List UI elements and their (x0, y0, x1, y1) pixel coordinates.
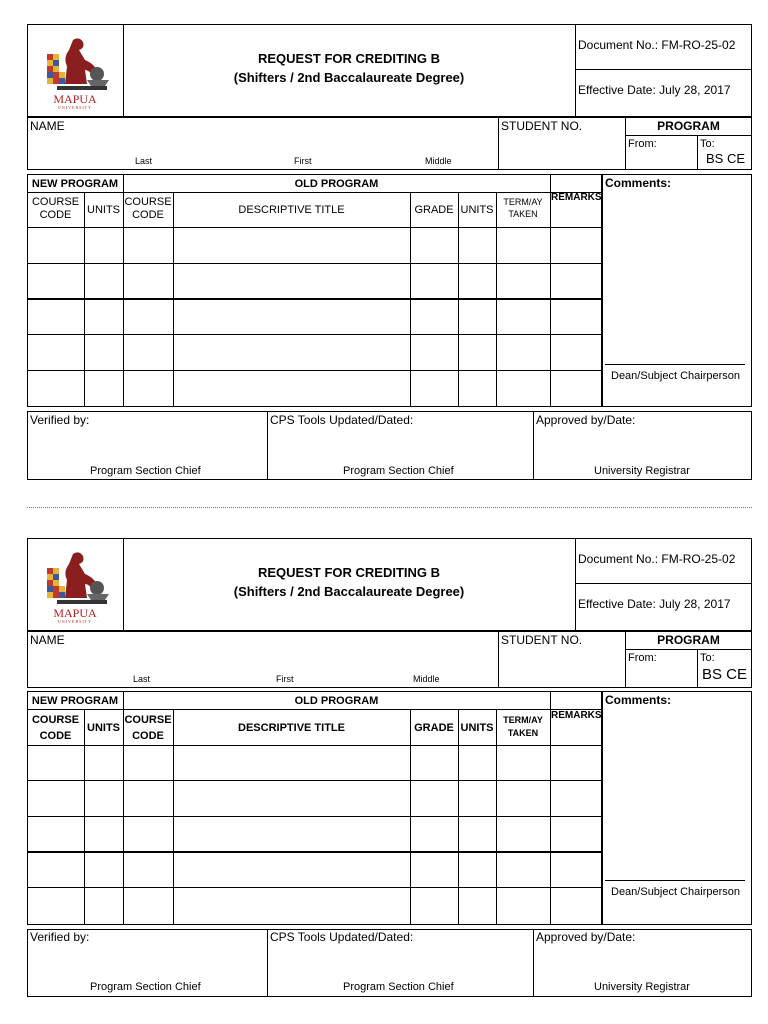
old-course-header: COURSE (124, 196, 172, 208)
old-units-header: UNITS (460, 204, 494, 216)
approved-by-label: Approved by/Date: (536, 930, 636, 944)
new-units-header: UNITS (87, 204, 120, 216)
chairperson-label: Dean/Subject Chairperson (611, 370, 741, 382)
to-program-value: BS CE (706, 151, 746, 166)
new-units-header: UNITS (87, 722, 120, 734)
descriptive-title-header: DESCRIPTIVE TITLE (238, 204, 345, 216)
svg-text:UNIVERSITY: UNIVERSITY (58, 619, 92, 624)
middle-name-label: Middle (425, 156, 452, 166)
old-code-header: CODE (132, 730, 164, 742)
old-program-header: OLD PROGRAM (294, 695, 379, 707)
chairperson-label: Dean/Subject Chairperson (611, 886, 741, 898)
effective-date: Effective Date: July 28, 2017 (578, 597, 731, 611)
form-title: REQUEST FOR CREDITING B (257, 51, 440, 66)
from-label: From: (628, 652, 657, 664)
approved-signatory: University Registrar (594, 981, 690, 993)
to-label: To: (700, 138, 715, 150)
mapua-seal-logo (29, 28, 121, 112)
svg-text:MAPUA: MAPUA (53, 606, 97, 620)
grade-header: GRADE (414, 204, 454, 216)
cps-signatory: Program Section Chief (343, 981, 454, 993)
taken-header: TAKEN (507, 728, 539, 738)
cut-line (27, 507, 752, 508)
taken-header: TAKEN (508, 209, 538, 219)
last-name-label: Last (133, 674, 151, 684)
new-program-header: NEW PROGRAM (31, 178, 119, 190)
document-number: Document No.: FM-RO-25-02 (578, 38, 736, 52)
new-code-header: CODE (39, 730, 72, 742)
from-label: From: (628, 138, 657, 150)
remarks-header: REMARKS (551, 710, 602, 721)
last-name-label: Last (135, 156, 153, 166)
middle-name-label: Middle (413, 674, 440, 684)
to-label: To: (700, 652, 715, 664)
student-no-label: STUDENT NO. (501, 633, 583, 647)
verified-by-label: Verified by: (30, 413, 90, 427)
cps-tools-label: CPS Tools Updated/Dated: (270, 930, 414, 944)
remarks-header: REMARKS (551, 192, 602, 203)
old-units-header: UNITS (460, 722, 494, 734)
old-program-header: OLD PROGRAM (294, 178, 379, 190)
comments-label: Comments: (605, 693, 672, 707)
verified-signatory: Program Section Chief (90, 465, 201, 477)
new-course-header: COURSE (31, 714, 80, 726)
student-no-label: STUDENT NO. (501, 119, 583, 133)
approved-by-label: Approved by/Date: (536, 413, 636, 427)
cps-tools-label: CPS Tools Updated/Dated: (270, 413, 414, 427)
grade-header: GRADE (414, 722, 454, 734)
term-ay-header: TERM/AY (503, 197, 543, 207)
verified-signatory: Program Section Chief (90, 981, 201, 993)
first-name-label: First (276, 674, 294, 684)
form-subtitle: (Shifters / 2nd Baccalaureate Degree) (233, 584, 465, 599)
program-label: PROGRAM (657, 119, 720, 133)
term-ay-header: TERM/AY (503, 715, 543, 725)
descriptive-title-header: DESCRIPTIVE TITLE (238, 722, 345, 734)
approved-signatory: University Registrar (594, 465, 690, 477)
logo-name: MAPUA (53, 92, 97, 106)
old-code-header: CODE (132, 209, 164, 221)
new-program-header: NEW PROGRAM (31, 695, 119, 707)
svg-text:UNIVERSITY: UNIVERSITY (58, 105, 92, 110)
form-title: REQUEST FOR CREDITING B (257, 565, 440, 580)
new-code-header: CODE (39, 209, 72, 221)
old-course-header: COURSE (124, 714, 172, 726)
comments-label: Comments: (605, 176, 672, 190)
mapua-seal-logo (29, 542, 121, 626)
program-label: PROGRAM (657, 633, 720, 647)
to-program-value: BS CE (702, 666, 748, 683)
name-label: NAME (30, 633, 65, 647)
new-course-header: COURSE (31, 196, 80, 208)
cps-signatory: Program Section Chief (343, 465, 454, 477)
effective-date: Effective Date: July 28, 2017 (578, 83, 731, 97)
name-label: NAME (30, 119, 65, 133)
first-name-label: First (294, 156, 312, 166)
document-number: Document No.: FM-RO-25-02 (578, 552, 736, 566)
form-subtitle: (Shifters / 2nd Baccalaureate Degree) (233, 70, 465, 85)
verified-by-label: Verified by: (30, 930, 90, 944)
